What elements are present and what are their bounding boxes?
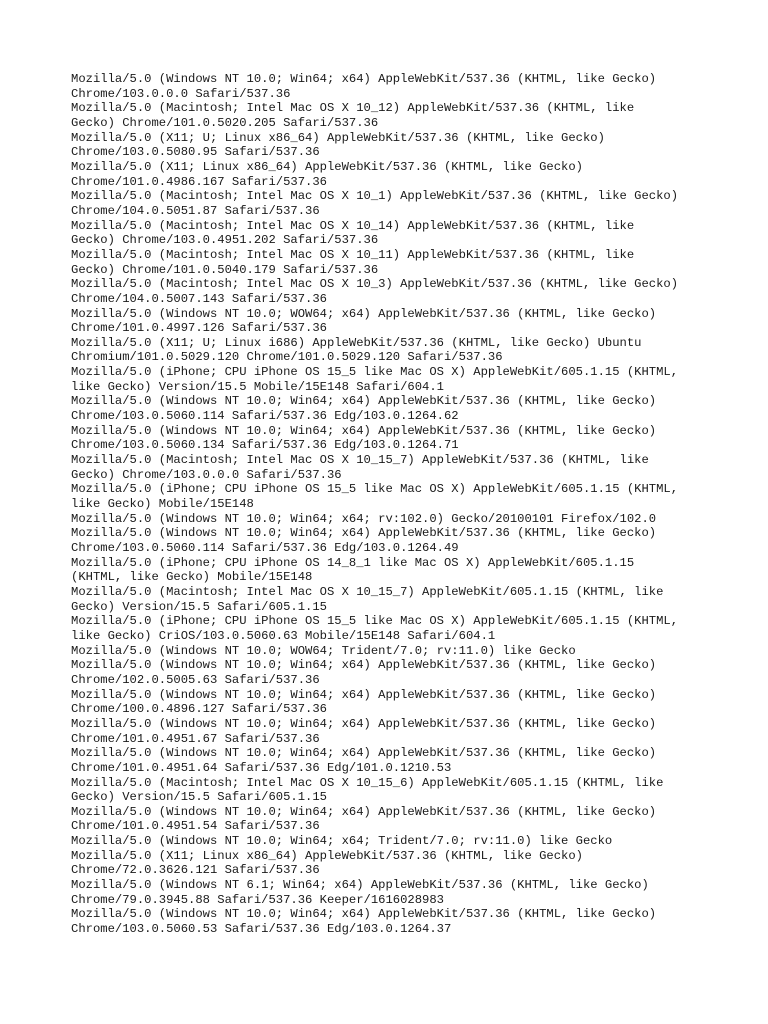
text-line: Mozilla/5.0 (Windows NT 10.0; Win64; x64; rv:102.0) Gecko/20100101 Firefox/102.0: [71, 511, 657, 526]
text-line: Mozilla/5.0 (Windows NT 6.1; Win64; x64) AppleWebKit/537.36 (KHTML, like Gecko): [71, 878, 649, 893]
document-page: [71, 72, 731, 937]
text-line: like Gecko) Mobile/15E148: [71, 497, 254, 512]
text-line: Chrome/103.0.5060.114 Safari/537.36 Edg/103.0.1264.62: [71, 409, 459, 424]
text-line: Mozilla/5.0 (Windows NT 10.0; Win64; x64) AppleWebKit/537.36 (KHTML, like Gecko): [71, 72, 657, 86]
text-line: Chrome/103.0.5060.134 Safari/537.36 Edg/103.0.1264.71: [71, 438, 459, 453]
text-line: like Gecko) Version/15.5 Mobile/15E148 Safari/604.1: [71, 379, 444, 394]
text-line: Gecko) Chrome/103.0.0.0 Safari/537.36: [71, 467, 342, 482]
text-line: Mozilla/5.0 (Windows NT 10.0; Win64; x64) AppleWebKit/537.36 (KHTML, like Gecko): [71, 423, 657, 438]
text-line: Mozilla/5.0 (Windows NT 10.0; Win64; x64) AppleWebKit/537.36 (KHTML, like Gecko): [71, 526, 657, 541]
text-line: Mozilla/5.0 (X11; Linux x86_64) AppleWebKit/537.36 (KHTML, like Gecko): [71, 159, 583, 174]
text-line: Mozilla/5.0 (Windows NT 10.0; WOW64; Trident/7.0; rv:11.0) like Gecko: [71, 643, 576, 658]
text-line: Mozilla/5.0 (Windows NT 10.0; Win64; x64) AppleWebKit/537.36 (KHTML, like Gecko): [71, 746, 657, 761]
text-line: like Gecko) CriOS/103.0.5060.63 Mobile/15E148 Safari/604.1: [71, 628, 496, 643]
text-line: Mozilla/5.0 (Macintosh; Intel Mac OS X 10_11) AppleWebKit/537.36 (KHTML, like: [71, 247, 635, 262]
user-agent-list: [71, 72, 731, 937]
text-line: Chrome/101.0.4951.54 Safari/537.36: [71, 819, 320, 834]
text-line: Mozilla/5.0 (Windows NT 10.0; Win64; x64) AppleWebKit/537.36 (KHTML, like Gecko): [71, 658, 657, 673]
text-line: Gecko) Version/15.5 Safari/605.1.15: [71, 790, 327, 805]
text-line: Chrome/104.0.5007.143 Safari/537.36: [71, 291, 327, 306]
text-line: Gecko) Chrome/103.0.4951.202 Safari/537.36: [71, 233, 379, 248]
text-line: Mozilla/5.0 (Macintosh; Intel Mac OS X 10_15_7) AppleWebKit/605.1.15 (KHTML, like: [71, 584, 664, 599]
text-line: Mozilla/5.0 (Windows NT 10.0; Win64; x64; Trident/7.0; rv:11.0) like Gecko: [71, 834, 613, 849]
text-line: Chrome/79.0.3945.88 Safari/537.36 Keeper/1616028983: [71, 892, 444, 907]
text-line: (KHTML, like Gecko) Mobile/15E148: [71, 570, 313, 585]
text-line: Mozilla/5.0 (iPhone; CPU iPhone OS 15_5 like Mac OS X) AppleWebKit/605.1.15 (KHTML,: [71, 482, 679, 497]
text-line: Mozilla/5.0 (iPhone; CPU iPhone OS 15_5 like Mac OS X) AppleWebKit/605.1.15 (KHTML,: [71, 365, 679, 380]
text-line: Chromium/101.0.5029.120 Chrome/101.0.5029.120 Safari/537.36: [71, 350, 503, 365]
text-line: Gecko) Version/15.5 Safari/605.1.15: [71, 599, 327, 614]
text-line: Mozilla/5.0 (Macintosh; Intel Mac OS X 10_1) AppleWebKit/537.36 (KHTML, like Gecko): [71, 189, 679, 204]
text-line: Chrome/102.0.5005.63 Safari/537.36: [71, 672, 320, 687]
text-line: Mozilla/5.0 (Macintosh; Intel Mac OS X 10_3) AppleWebKit/537.36 (KHTML, like Gecko): [71, 277, 679, 292]
text-line: Chrome/101.0.4951.64 Safari/537.36 Edg/101.0.1210.53: [71, 760, 452, 775]
text-line: Gecko) Chrome/101.0.5020.205 Safari/537.36: [71, 115, 379, 130]
text-line: Mozilla/5.0 (Macintosh; Intel Mac OS X 10_14) AppleWebKit/537.36 (KHTML, like: [71, 218, 635, 233]
text-line: Mozilla/5.0 (Windows NT 10.0; Win64; x64) AppleWebKit/537.36 (KHTML, like Gecko): [71, 804, 657, 819]
text-line: Chrome/101.0.4997.126 Safari/537.36: [71, 321, 327, 336]
text-line: Chrome/103.0.5060.114 Safari/537.36 Edg/103.0.1264.49: [71, 541, 459, 555]
text-line: Mozilla/5.0 (iPhone; CPU iPhone OS 15_5 like Mac OS X) AppleWebKit/605.1.15 (KHTML,: [71, 614, 679, 629]
text-line: Mozilla/5.0 (Macintosh; Intel Mac OS X 10_12) AppleWebKit/537.36 (KHTML, like: [71, 101, 635, 116]
text-line: Chrome/101.0.4951.67 Safari/537.36: [71, 731, 320, 746]
text-line: Mozilla/5.0 (iPhone; CPU iPhone OS 14_8_1 like Mac OS X) AppleWebKit/605.1.15: [71, 555, 635, 570]
text-line: Mozilla/5.0 (Windows NT 10.0; WOW64; x64) AppleWebKit/537.36 (KHTML, like Gecko): [71, 306, 657, 321]
text-line: Mozilla/5.0 (Windows NT 10.0; Win64; x64) AppleWebKit/537.36 (KHTML, like Gecko): [71, 687, 657, 702]
text-line: Mozilla/5.0 (X11; U; Linux i686) AppleWebKit/537.36 (KHTML, like Gecko) Ubuntu: [71, 335, 642, 350]
text-line: Mozilla/5.0 (Macintosh; Intel Mac OS X 10_15_6) AppleWebKit/605.1.15 (KHTML, like: [71, 775, 664, 790]
text-line: Mozilla/5.0 (X11; Linux x86_64) AppleWebKit/537.36 (KHTML, like Gecko): [71, 848, 583, 863]
text-line: Mozilla/5.0 (Windows NT 10.0; Win64; x64) AppleWebKit/537.36 (KHTML, like Gecko): [71, 394, 657, 409]
text-line: Chrome/72.0.3626.121 Safari/537.36: [71, 863, 320, 878]
text-line: Mozilla/5.0 (X11; U; Linux x86_64) AppleWebKit/537.36 (KHTML, like Gecko): [71, 130, 605, 145]
text-line: Mozilla/5.0 (Macintosh; Intel Mac OS X 10_15_7) AppleWebKit/537.36 (KHTML, like: [71, 453, 649, 468]
text-line: Chrome/103.0.5060.53 Safari/537.36 Edg/103.0.1264.37: [71, 922, 452, 937]
text-line: Mozilla/5.0 (Windows NT 10.0; Win64; x64) AppleWebKit/537.36 (KHTML, like Gecko): [71, 907, 657, 922]
text-line: Mozilla/5.0 (Windows NT 10.0; Win64; x64) AppleWebKit/537.36 (KHTML, like Gecko): [71, 716, 657, 731]
text-line: Chrome/103.0.5080.95 Safari/537.36: [71, 145, 320, 160]
text-line: Chrome/103.0.0.0 Safari/537.36: [71, 86, 291, 101]
text-line: Chrome/100.0.4896.127 Safari/537.36: [71, 702, 327, 717]
text-line: Chrome/104.0.5051.87 Safari/537.36: [71, 203, 320, 218]
text-line: Gecko) Chrome/101.0.5040.179 Safari/537.36: [71, 262, 379, 277]
text-line: Chrome/101.0.4986.167 Safari/537.36: [71, 174, 327, 189]
